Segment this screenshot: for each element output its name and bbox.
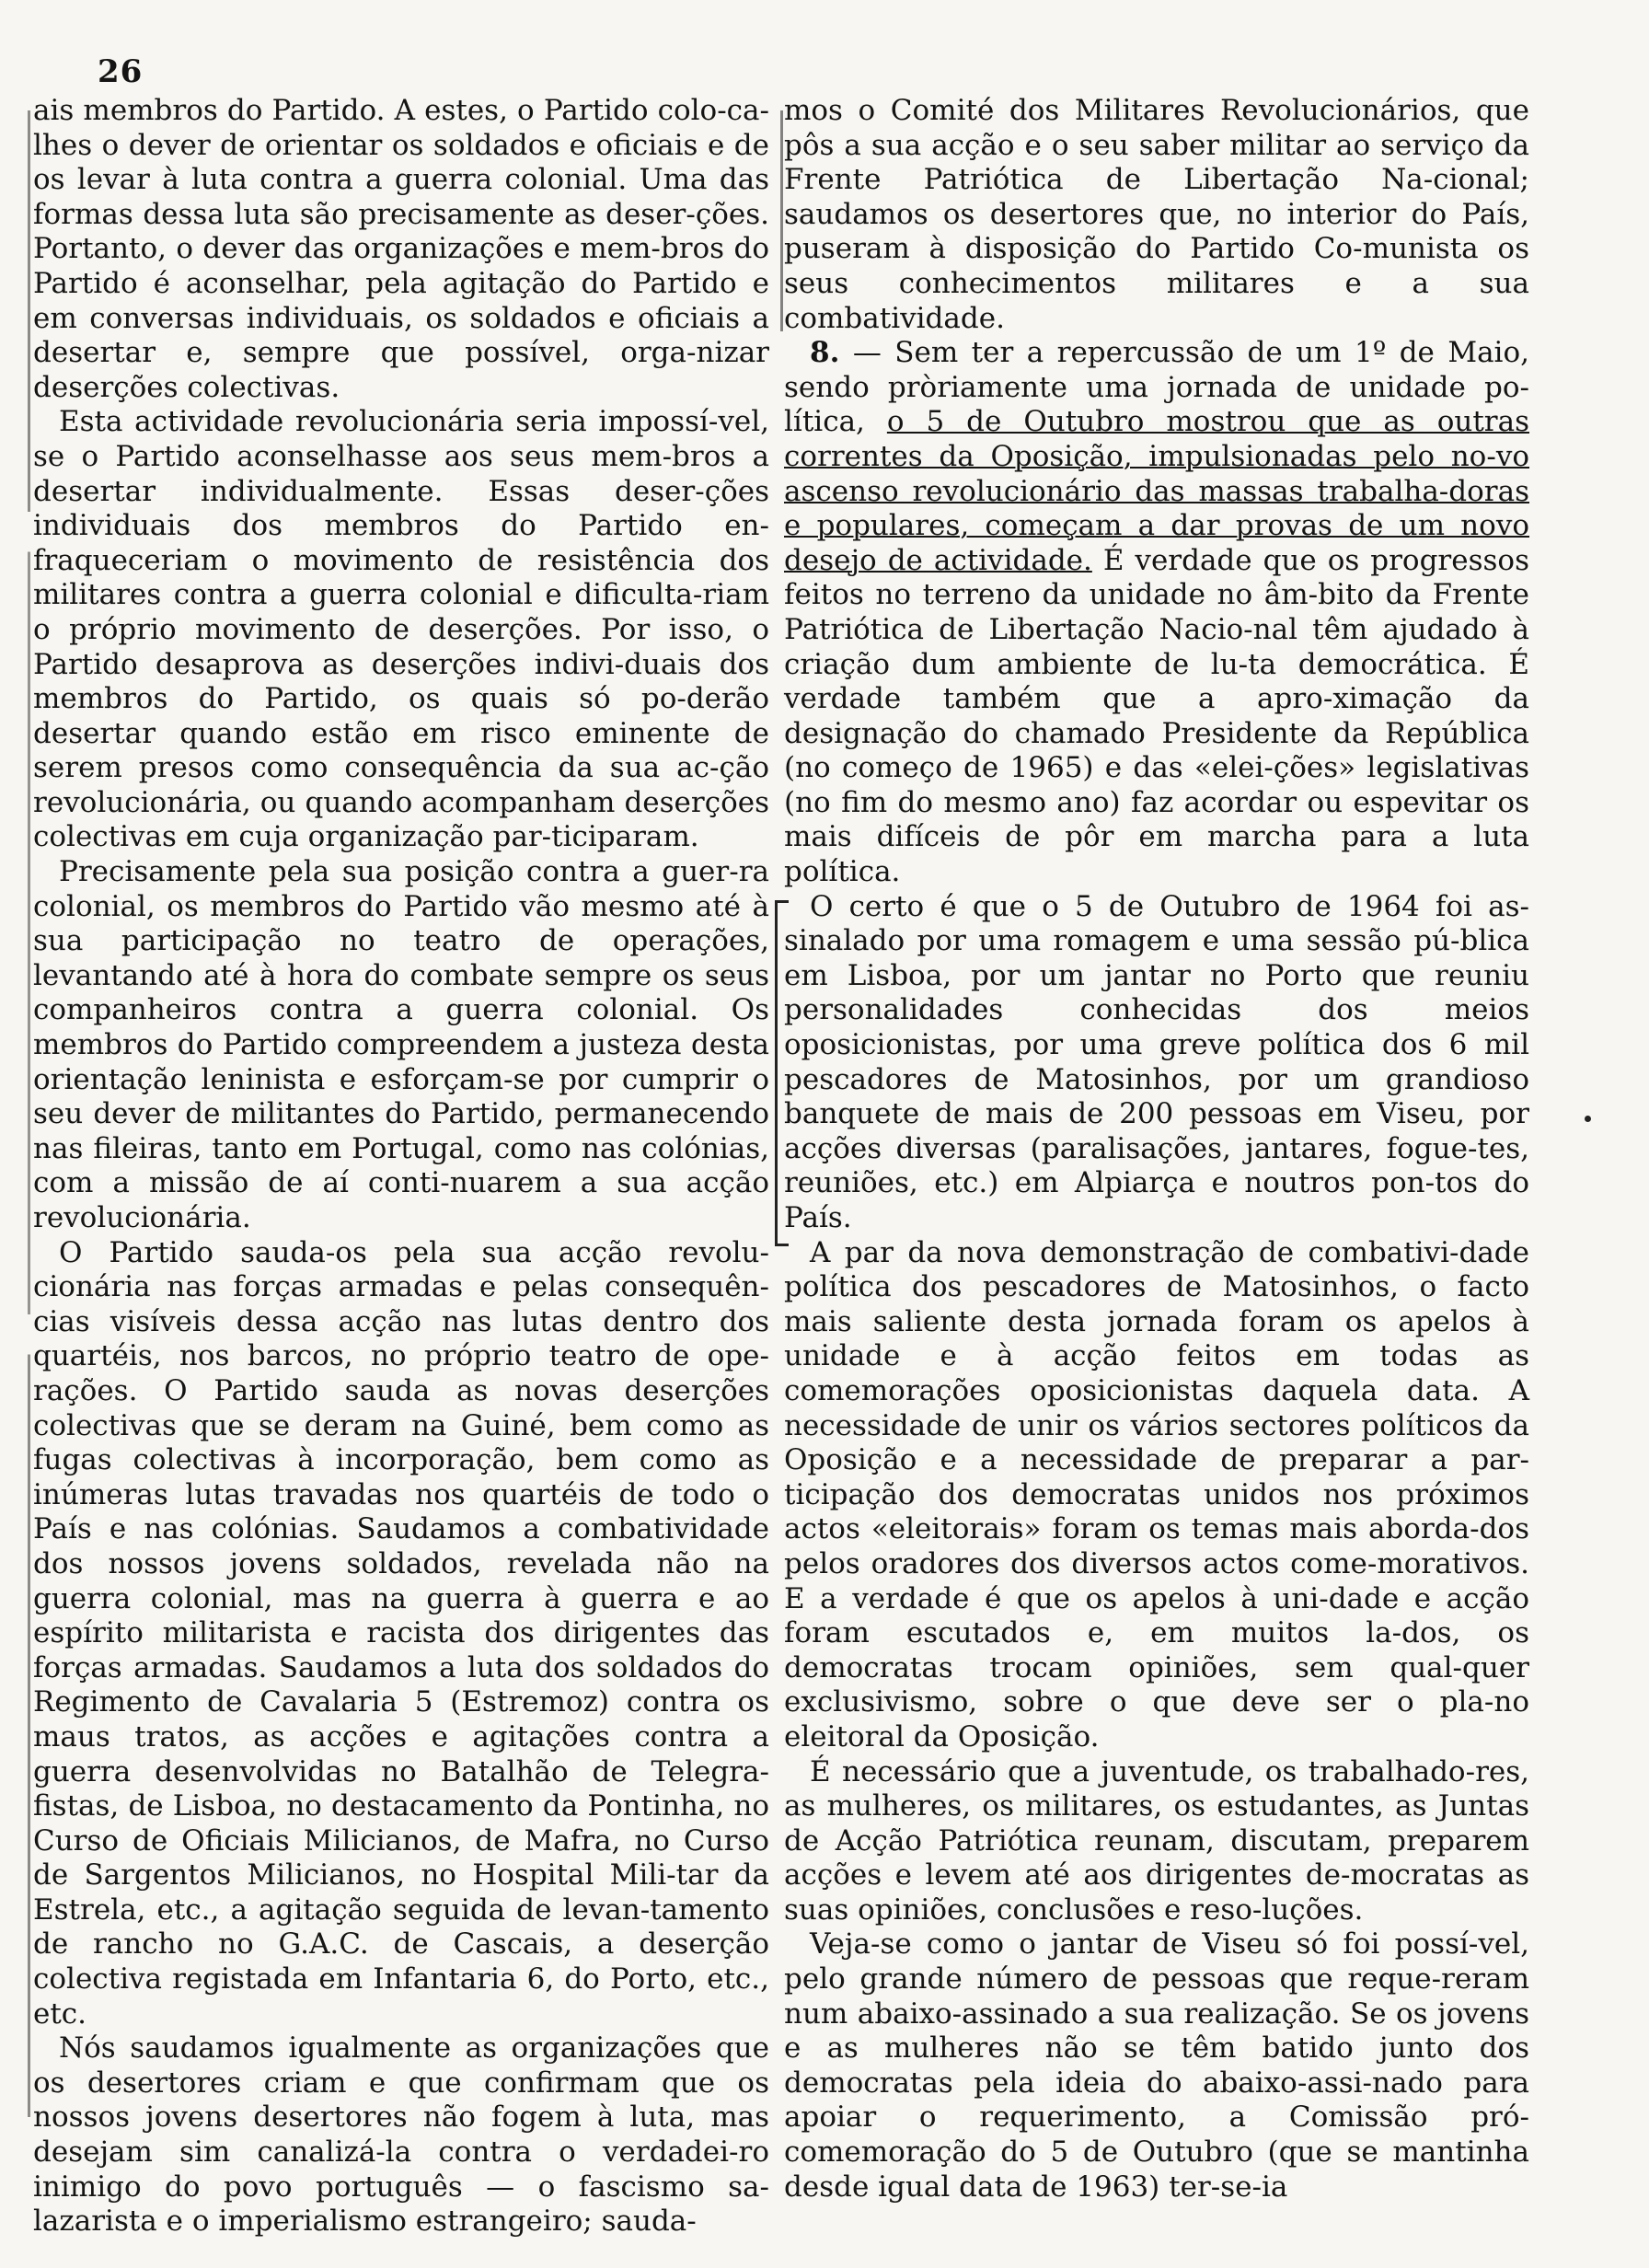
page-number: 26	[98, 53, 144, 90]
ink-speck	[1585, 1116, 1591, 1122]
paragraph: Nós saudamos igualmente as organizações que os desertores criam e que confirmam que os nossos jovens desertores não fogem à luta, mas desejam sim canalizá-la contra o verdadei-ro inimigo do povo português — o fascismo sa-lazarista e o imperialismo estrangeiro; sauda-	[33, 2031, 769, 2239]
left-margin-rule	[28, 110, 30, 2117]
section-text: — Sem ter a repercussão de um 1º de Maio, sendo pròriamente uma jornada de unidade po-lítica,	[784, 336, 1529, 439]
paragraph: É necessário que a juventude, os trabalhado-res, as mulheres, os militares, os estudantes, as Juntas de Acção Patriótica reunam, discutam, preparem acções e levem até aos dirigentes de-mocratas as suas opiniões, conclusões e reso-luções.	[784, 1754, 1529, 1927]
section-number: 8.	[810, 336, 840, 370]
paragraph: Veja-se como o jantar de Viseu só foi possí-vel, pelo grande número de pessoas que reque-reram num abaixo-assinado a sua realização. Se os jovens e as mulheres não se têm batido junto dos democratas pela ideia do abaixo-assi-nado para apoiar o requerimento, a Comissão pró-comemoração do 5 de Outubro (que se mantinha desde igual data de 1963) ter-se-ia	[784, 1927, 1529, 2204]
paragraph: O Partido sauda-os pela sua acção revolu-cionária nas forças armadas e pelas consequên-cias visíveis dessa acção nas lutas dentro dos quartéis, nos barcos, no próprio teatro de ope-rações. O Partido sauda as novas deserções colectivas que se deram na Guiné, bem como as fugas colectivas à incorporação, bem como as inúmeras lutas travadas nos quartéis de todo o País e nas colónias. Saudamos a combatividade dos nossos jovens soldados, revelada não na guerra colonial, mas na guerra à guerra e ao espírito militarista e racista dos dirigentes das forças armadas. Saudamos a luta dos soldados do Regimento de Cavalaria 5 (Estremoz) contra os maus tratos, as acções e agitações contra a guerra desenvolvidas no Batalhão de Telegra-fistas, de Lisboa, no destacamento da Pontinha, no Curso de Oficiais Milicianos, de Mafra, no Curso de Sargentos Milicianos, no Hospital Mili-tar da Estrela, etc., a agitação seguida de levan-tamento de rancho no G.A.C. de Cascais, a deserção colectiva registada em Infantaria 6, do Porto, etc., etc.	[33, 1235, 769, 2031]
right-column	[784, 94, 1529, 2204]
column-margin-rule	[780, 110, 783, 331]
left-column	[33, 94, 769, 2239]
paragraph: ais membros do Partido. A estes, o Partido colo-ca-lhes o dever de orientar os soldados e oficiais e de os levar à luta contra a guerra colonial. Uma das formas dessa luta são precisamente as deser-ções. Portanto, o dever das organizações e mem-bros do Partido é aconselhar, pela agitação do Partido e em conversas individuais, os soldados e oficiais a desertar e, sempre que possível, orga-nizar deserções colectivas.	[33, 94, 769, 404]
section-text: É verdade que os progressos feitos no terreno da unidade no âm-bito da Frente Patriótica de Libertação Nacio-nal têm ajudado à criação dum ambiente de lu-ta democrática. É verdade também que a apro-ximação da designação do chamado Presidente da República (no começo de 1965) e das «elei-ções» legislativas (no fim do mesmo ano) faz acordar ou espevitar os mais difíceis de pôr em marcha para a luta política.	[784, 543, 1529, 889]
underlined-passage: o 5 de Outubro mostrou que as outras correntes da Oposição, impulsionadas pelo no-vo ascenso revolucionário das massas trabalha-doras e populares, começam a dar provas de um novo desejo de actividade.	[784, 405, 1529, 577]
paragraph: A par da nova demonstração de combativi-dade política dos pescadores de Matosinhos, o facto mais saliente desta jornada foram os apelos à unidade e à acção feitos em todas as comemorações oposicionistas daquela data. A necessidade de unir os vários sectores políticos da Oposição e a necessidade de preparar a par-ticipação dos democratas unidos nos próximos actos «eleitorais» foram os temas mais aborda-dos pelos oradores dos diversos actos come-morativos. E a verdade é que os apelos à uni-dade e acção foram escutados e, em muitos la-dos, os democratas trocam opiniões, sem qual-quer exclusivismo, sobre o que deve ser o pla-no eleitoral da Oposição.	[784, 1235, 1529, 1753]
paragraph: O certo é que o 5 de Outubro de 1964 foi as-sinalado por uma romagem e uma sessão pú-blica em Lisboa, por um jantar no Porto que reuniu personalidades conhecidas dos meios oposicionistas, por uma greve política dos 6 mil pescadores de Matosinhos, por um grandioso banquete de mais de 200 pessoas em Viseu, por acções diversas (paralisações, jantares, fogue-tes, reuniões, etc.) em Alpiarça e noutros pon-tos do País.	[784, 889, 1529, 1234]
section-8-paragraph	[784, 336, 1529, 890]
paragraph: mos o Comité dos Militares Revolucionários, que pôs a sua acção e o seu saber militar ao serviço da Frente Patriótica de Libertação Na-cional; saudamos os desertores que, no interior do País, puseram à disposição do Partido Co-munista os seus conhecimentos militares e a sua combatividade.	[784, 94, 1529, 335]
paragraph: Esta actividade revolucionária seria impossí-vel, se o Partido aconselhasse aos seus mem-bros a desertar individualmente. Essas deser-ções individuais dos membros do Partido en-fraqueceriam o movimento de resistência dos militares contra a guerra colonial e dificulta-riam o próprio movimento de deserções. Por isso, o Partido desaprova as deserções indivi-duais dos membros do Partido, os quais só po-derão desertar quando estão em risco eminente de serem presos como consequência da sua ac-ção revolucionária, ou quando acompanham deserções colectivas em cuja organização par-ticiparam.	[33, 405, 769, 854]
paragraph: Precisamente pela sua posição contra a guer-ra colonial, os membros do Partido vão mesmo até à sua participação no teatro de operações, levantando até à hora do combate sempre os seus companheiros contra a guerra colonial. Os membros do Partido compreendem a justeza desta orientação leninista e esforçam-se por cumprir o seu dever de militantes do Partido, permanecendo nas fileiras, tanto em Portugal, como nas colónias, com a missão de aí conti-nuarem a sua acção revolucionária.	[33, 855, 769, 1234]
